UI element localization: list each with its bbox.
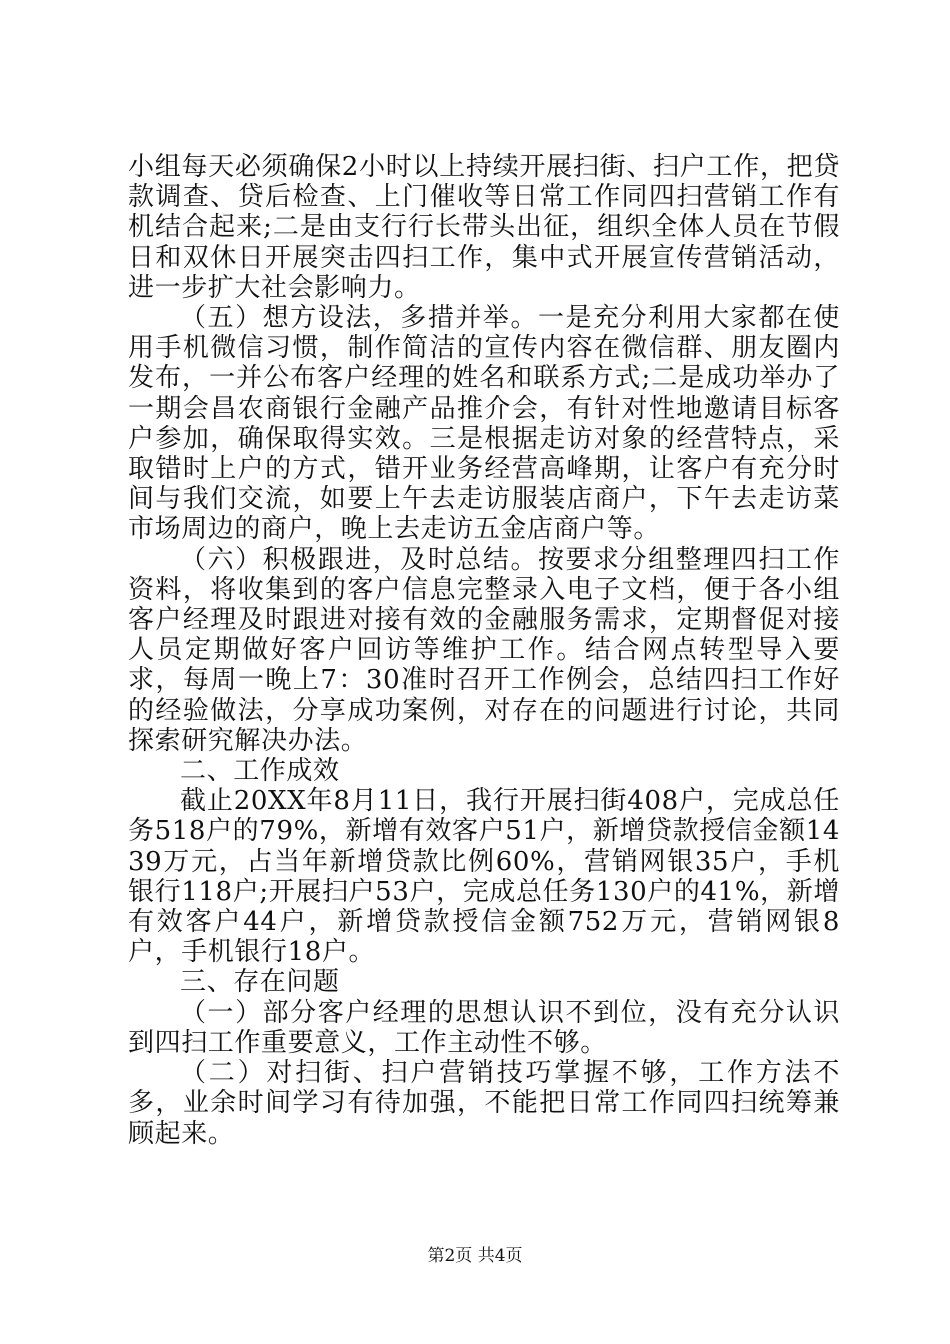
paragraph-continuation: 小组每天必须确保2小时以上持续开展扫街、扫户工作，把贷款调查、贷后检查、上门催收等日常工作同四扫营销工作有机结合起来;二是由支行行长带头出征，组织全体人员在节假日和双休日开展突击四扫工作，集中式开展宣传营销活动，进一步扩大社会影响力。 xyxy=(128,152,840,303)
document-body xyxy=(128,152,840,1149)
heading-existing-problems: 三、存在问题 xyxy=(180,967,340,998)
paragraph-problem-two: （二）对扫街、扫户营销技巧掌握不够，工作方法不多，业余时间学习有待加强，不能把日常工作同四扫统筹兼顾起来。 xyxy=(128,1058,840,1149)
paragraph-section-five: （五）想方设法，多措并举。一是充分利用大家都在使用手机微信习惯，制作简洁的宣传内容在微信群、朋友圈内发布，一并公布客户经理的姓名和联系方式;二是成功举办了一期会昌农商银行金融产品推介会，有针对性地邀请目标客户参加，确保取得实效。三是根据走访对象的经营特点，采取错时上户的方式，错开业务经营高峰期，让客户有充分时间与我们交流，如要上午去走访服装店商户，下午去走访菜市场周边的商户，晚上去走访五金店商户等。 xyxy=(128,303,840,545)
paragraph-problem-one: （一）部分客户经理的思想认识不到位，没有充分认识到四扫工作重要意义，工作主动性不够。 xyxy=(128,997,840,1058)
paragraph-section-six: （六）积极跟进，及时总结。按要求分组整理四扫工作资料，将收集到的客户信息完整录入电子文档，便于各小组客户经理及时跟进对接有效的金融服务需求，定期督促对接人员定期做好客户回访等维护工作。结合网点转型导入要求，每周一晚上7：30准时召开工作例会，总结四扫工作好的经验做法，分享成功案例，对存在的问题进行讨论，共同探索研究解决办法。 xyxy=(128,544,840,756)
page-footer: 第2页 共4页 xyxy=(427,1246,523,1266)
paragraph-work-results: 截止20XX年8月11日，我行开展扫街408户，完成总任务518户的79%，新增有效客户51户，新增贷款授信金额1439万元，占当年新增贷款比例60%，营销网银35户，手机银行118户;开展扫户53户，完成总任务130户的41%，新增有效客户44户，新增贷款授信金额752万元，营销网银8户，手机银行18户。 xyxy=(128,786,840,968)
heading-work-results: 二、工作成效 xyxy=(180,756,340,787)
